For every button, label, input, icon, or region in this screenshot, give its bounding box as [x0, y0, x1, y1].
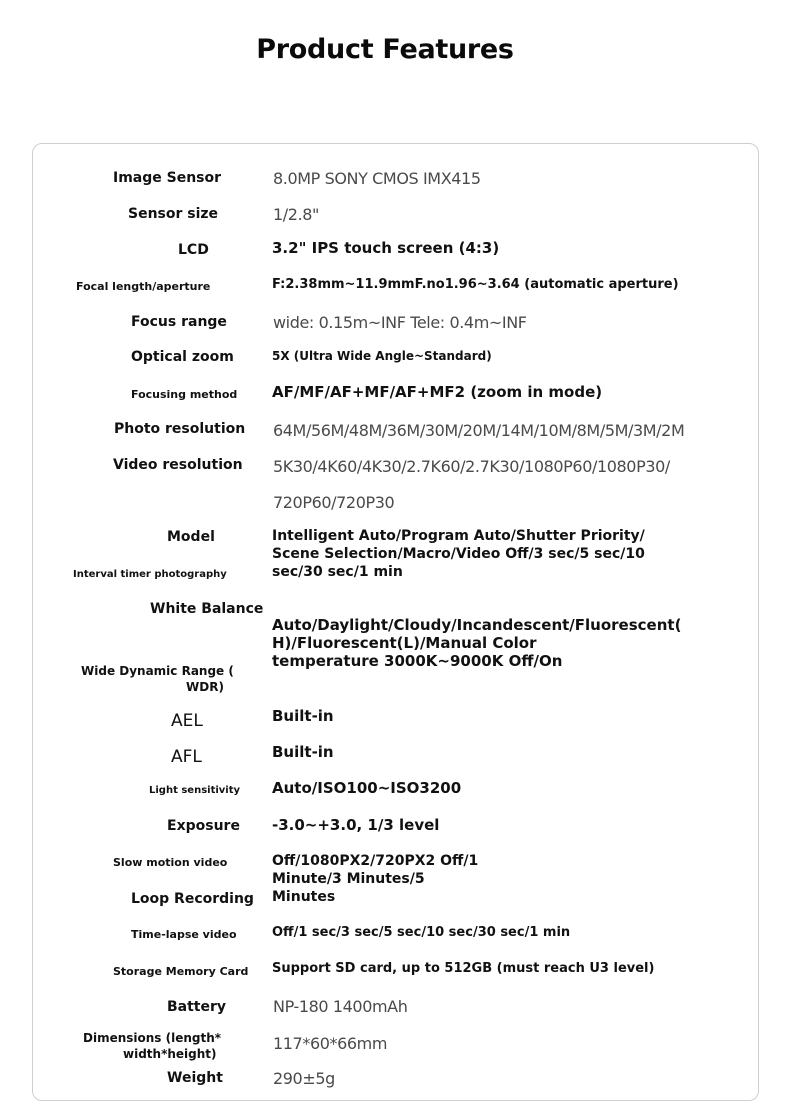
spec-value-focus-range: wide: 0.15m~INF Tele: 0.4m~INF	[273, 313, 527, 332]
spec-value-slow-motion: Off/1080PX2/720PX2 Off/1 Minute/3 Minutes/5 Minutes	[272, 853, 479, 905]
spec-value-video-resolution-line1: 5K30/4K60/4K30/2.7K60/2.7K30/1080P60/1080P30/	[273, 457, 670, 476]
spec-label-light-sensitivity: Light sensitivity	[149, 785, 241, 796]
spec-value-focal: F:2.38mm~11.9mmF.no1.96~3.64 (automatic aperture)	[272, 277, 679, 292]
spec-label-photo-resolution: Photo resolution	[114, 421, 246, 437]
spec-value-video-resolution-line2: 720P60/720P30	[273, 493, 395, 512]
spec-label-sensor-size: Sensor size	[128, 206, 219, 222]
spec-value-afl: Built-in	[272, 743, 334, 761]
spec-label-image-sensor: Image Sensor	[113, 170, 222, 186]
spec-value-time-lapse: Off/1 sec/3 sec/5 sec/10 sec/30 sec/1 min	[272, 925, 571, 940]
spec-label-battery: Battery	[167, 999, 227, 1015]
spec-label-exposure: Exposure	[167, 818, 240, 834]
spec-label-optical-zoom: Optical zoom	[131, 349, 234, 365]
spec-label-interval-timer: Interval timer photography	[73, 569, 227, 580]
spec-label-loop-recording: Loop Recording	[131, 891, 254, 907]
spec-value-optical-zoom: 5X (Ultra Wide Angle~Standard)	[272, 349, 492, 363]
spec-value-white-balance: Auto/Daylight/Cloudy/Incandescent/Fluorescent( H)/Fluorescent(L)/Manual Color temperature 3000K~9000K Off/On	[272, 616, 682, 670]
spec-label-storage: Storage Memory Card	[113, 965, 249, 978]
spec-label-model: Model	[167, 529, 215, 545]
spec-label-dimensions-line1: Dimensions (length*	[83, 1031, 222, 1045]
spec-value-ael: Built-in	[272, 707, 334, 725]
spec-label-wdr-line1: Wide Dynamic Range (	[81, 664, 234, 678]
spec-value-sensor-size: 1/2.8"	[273, 205, 319, 224]
spec-value-battery: NP-180 1400mAh	[273, 997, 408, 1016]
spec-value-model: Intelligent Auto/Program Auto/Shutter Priority/ Scene Selection/Macro/Video Off/3 sec/5 sec/10 sec/30 sec/1 min	[272, 528, 645, 580]
spec-label-focus-range: Focus range	[131, 314, 227, 330]
spec-label-focal: Focal length/aperture	[76, 280, 211, 293]
spec-value-image-sensor: 8.0MP SONY CMOS IMX415	[273, 169, 481, 188]
spec-label-ael: AEL	[171, 711, 203, 731]
spec-value-focusing-method: AF/MF/AF+MF/AF+MF2 (zoom in mode)	[272, 383, 603, 401]
spec-label-focusing-method: Focusing method	[131, 388, 238, 401]
spec-label-video-resolution: Video resolution	[113, 457, 243, 473]
spec-label-lcd: LCD	[178, 242, 209, 258]
spec-value-storage: Support SD card, up to 512GB (must reach U3 level)	[272, 961, 655, 976]
spec-label-dimensions-line2: width*height)	[123, 1047, 217, 1061]
spec-label-weight: Weight	[167, 1070, 223, 1086]
spec-label-afl: AFL	[171, 747, 202, 767]
spec-value-light-sensitivity: Auto/ISO100~ISO3200	[272, 779, 462, 797]
spec-label-white-balance: White Balance	[150, 601, 264, 617]
spec-value-dimensions: 117*60*66mm	[273, 1034, 388, 1053]
spec-value-lcd: 3.2" IPS touch screen (4:3)	[272, 239, 500, 257]
spec-value-exposure: -3.0~+3.0, 1/3 level	[272, 816, 440, 834]
page-title: Product Features	[256, 34, 514, 65]
spec-label-wdr-line2: WDR)	[186, 680, 224, 694]
spec-value-photo-resolution: 64M/56M/48M/36M/30M/20M/14M/10M/8M/5M/3M/2M	[273, 421, 685, 440]
spec-label-time-lapse: Time-lapse video	[131, 928, 237, 941]
spec-value-weight: 290±5g	[273, 1069, 335, 1088]
spec-label-slow-motion: Slow motion video	[113, 856, 228, 869]
